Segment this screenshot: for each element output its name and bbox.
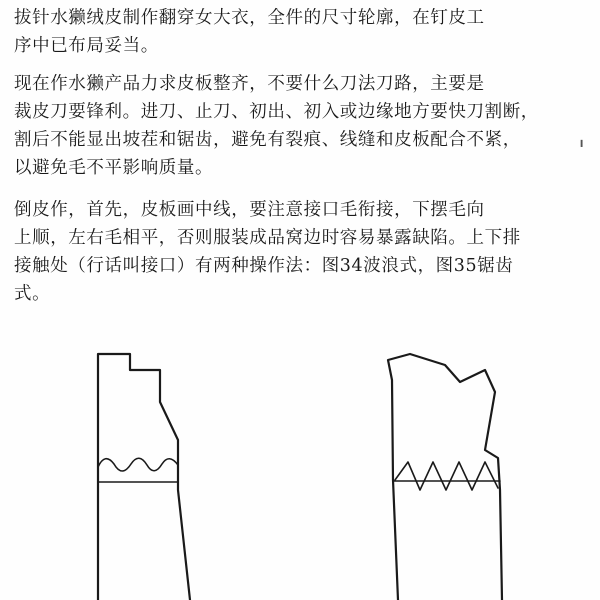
text-line: 序中已布局妥当。 xyxy=(14,36,159,56)
text-line: 式。 xyxy=(14,284,51,304)
scan-artifact-mark: ╹ xyxy=(578,140,586,154)
sawtooth-join-line xyxy=(395,462,498,490)
paragraph-1 xyxy=(14,4,485,60)
paragraph-3 xyxy=(14,196,521,308)
text-line: 倒皮作，首先，皮板画中线，要注意接口毛衔接，下摆毛向 xyxy=(14,200,485,220)
figures-area xyxy=(0,340,600,600)
text-line: 上顺，左右毛相平，否则服装成品窝边时容易暴露缺陷。上下排 xyxy=(14,228,521,248)
text-line: 割后不能显出坡茬和锯齿，避免有裂痕、线缝和皮板配合不紧， xyxy=(14,130,521,150)
pelt-outline-left xyxy=(98,354,190,600)
figure-35-sawtooth-diagram xyxy=(388,354,502,600)
pelt-diagrams xyxy=(0,340,600,600)
figure-34-wave-diagram xyxy=(98,354,190,600)
text-line: 以避免毛不平影响质量。 xyxy=(14,158,214,178)
paragraph-2 xyxy=(14,70,539,182)
text-line: 接触处（行话叫接口）有两种操作法：图34波浪式，图35锯齿 xyxy=(14,256,514,276)
wave-join-line xyxy=(98,458,178,471)
text-line: 现在作水獭产品力求皮板整齐，不要什么刀法刀路，主要是 xyxy=(14,74,485,94)
text-line: 裁皮刀要锋利。进刀、止刀、初出、初入或边缘地方要快刀割断， xyxy=(14,102,539,122)
pelt-outline-right xyxy=(388,354,502,600)
text-line: 拔针水獭绒皮制作翻穿女大衣，全件的尺寸轮廓，在钉皮工 xyxy=(14,8,485,28)
